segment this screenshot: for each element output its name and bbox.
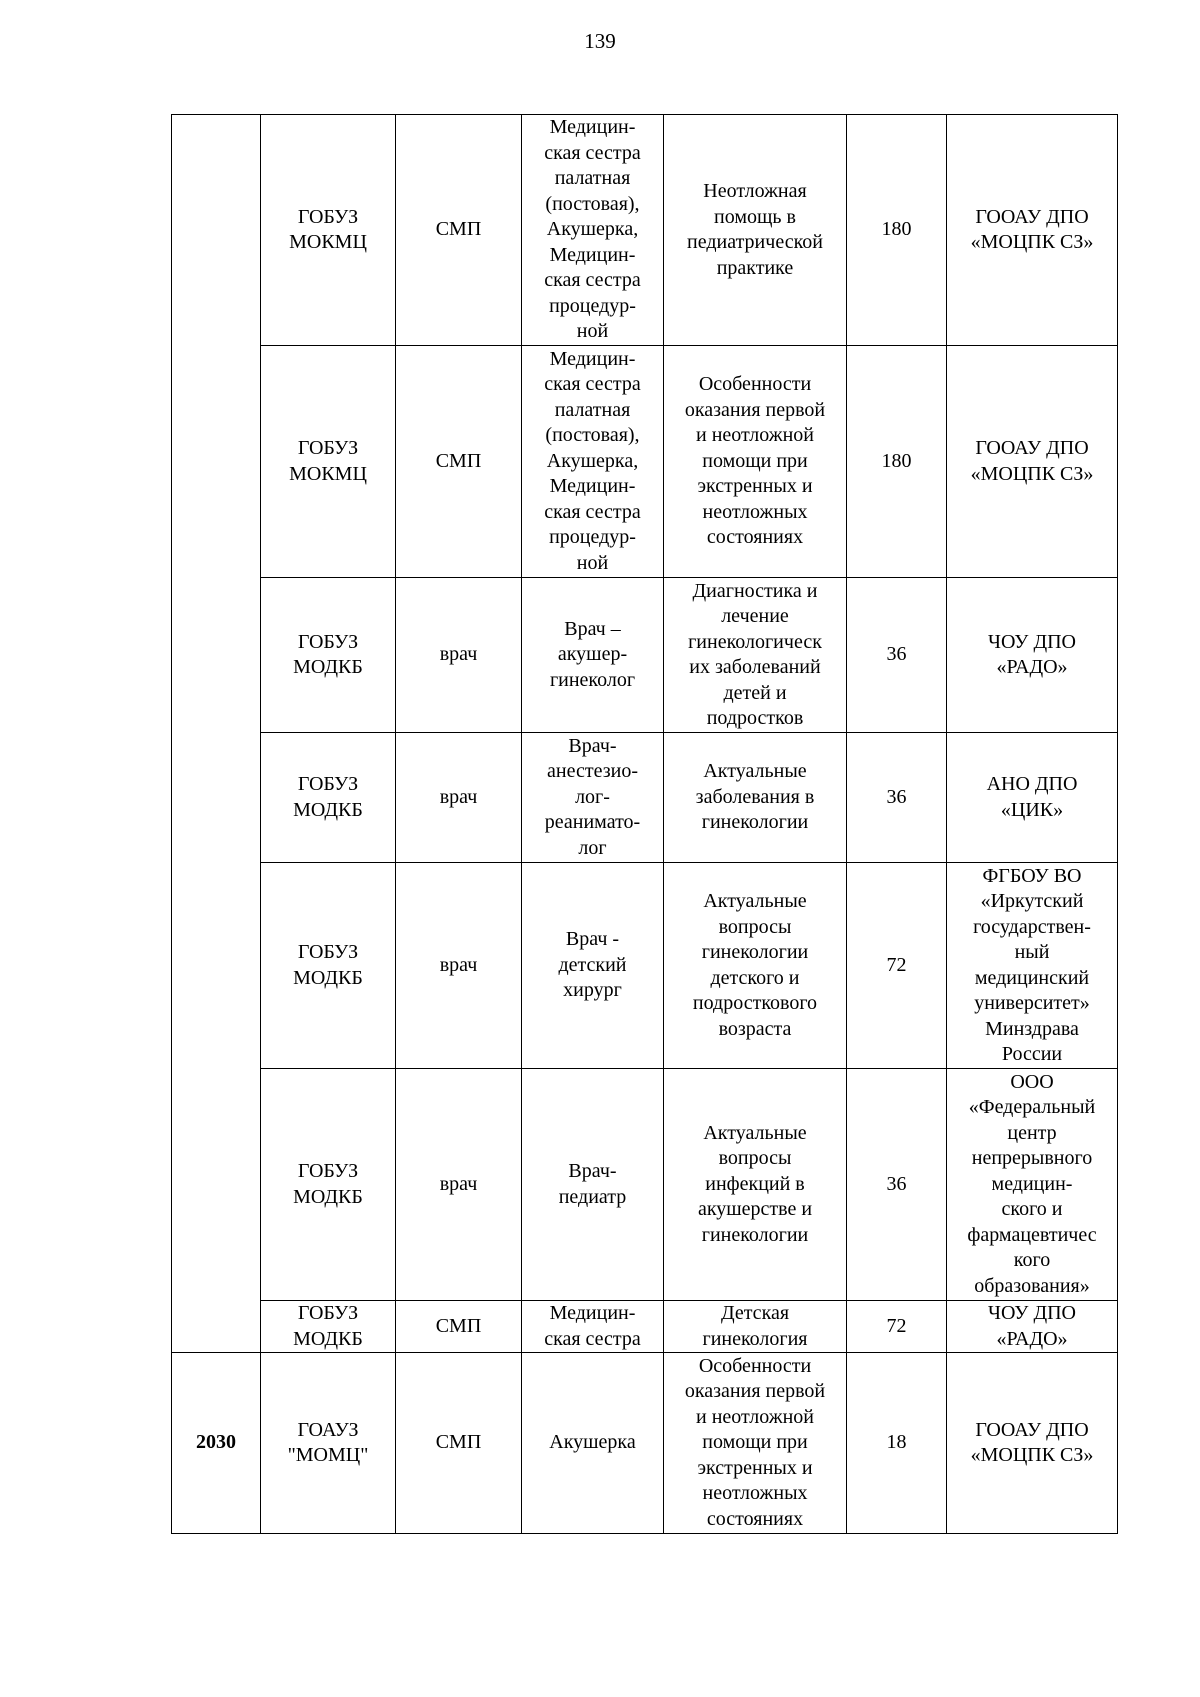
- program-cell: Актуальные вопросы гинекологии детского и подросткового возраста: [664, 863, 847, 1069]
- table-row: [172, 578, 1118, 733]
- program-cell: Актуальные заболевания в гинекологии: [664, 733, 847, 863]
- provider-cell: ООО «Федеральный центр непрерывного медицин- ского и фармацевтичес кого образования»: [947, 1069, 1118, 1301]
- training-plan-table: [171, 114, 1118, 1534]
- organization-cell: ГОБУЗ МОДКБ: [261, 863, 396, 1069]
- table-row: [172, 863, 1118, 1069]
- category-cell: СМП: [396, 1353, 522, 1534]
- position-cell: Акушерка: [522, 1353, 664, 1534]
- hours-cell: 36: [847, 733, 947, 863]
- category-cell: СМП: [396, 346, 522, 578]
- hours-cell: 72: [847, 863, 947, 1069]
- position-cell: Врач- анестезио- лог- реанимато- лог: [522, 733, 664, 863]
- hours-cell: 36: [847, 578, 947, 733]
- page-number: 139: [584, 29, 616, 53]
- provider-cell: ЧОУ ДПО «РАДО»: [947, 1301, 1118, 1353]
- position-cell: Медицин- ская сестра: [522, 1301, 664, 1353]
- program-cell: Актуальные вопросы инфекций в акушерстве и гинекологии: [664, 1069, 847, 1301]
- program-cell: Особенности оказания первой и неотложной помощи при экстренных и неотложных состояниях: [664, 346, 847, 578]
- program-cell: Детская гинекология: [664, 1301, 847, 1353]
- position-cell: Медицин- ская сестра палатная (постовая), Акушерка, Медицин- ская сестра процедур- ной: [522, 115, 664, 346]
- position-cell: Врач- педиатр: [522, 1069, 664, 1301]
- category-cell: врач: [396, 863, 522, 1069]
- hours-cell: 72: [847, 1301, 947, 1353]
- category-cell: врач: [396, 1069, 522, 1301]
- organization-cell: ГОБУЗ МОКМЦ: [261, 115, 396, 346]
- year-cell: 2030: [172, 1353, 261, 1534]
- organization-cell: ГОБУЗ МОДКБ: [261, 733, 396, 863]
- organization-cell: ГОБУЗ МОДКБ: [261, 1069, 396, 1301]
- provider-cell: ФГБОУ ВО «Иркутский государствен- ный медицинский университет» Минздрава России: [947, 863, 1118, 1069]
- table-row: [172, 1353, 1118, 1534]
- position-cell: Медицин- ская сестра палатная (постовая), Акушерка, Медицин- ская сестра процедур- ной: [522, 346, 664, 578]
- table-row: [172, 1301, 1118, 1353]
- program-cell: Особенности оказания первой и неотложной помощи при экстренных и неотложных состояниях: [664, 1353, 847, 1534]
- year-cell-empty: [172, 115, 261, 1353]
- table-row: [172, 346, 1118, 578]
- hours-cell: 36: [847, 1069, 947, 1301]
- table-row: [172, 115, 1118, 346]
- program-cell: Неотложная помощь в педиатрической практике: [664, 115, 847, 346]
- table-row: [172, 1069, 1118, 1301]
- table-row: [172, 733, 1118, 863]
- provider-cell: ГООАУ ДПО «МОЦПК СЗ»: [947, 346, 1118, 578]
- category-cell: врач: [396, 733, 522, 863]
- provider-cell: АНО ДПО «ЦИК»: [947, 733, 1118, 863]
- position-cell: Врач – акушер- гинеколог: [522, 578, 664, 733]
- position-cell: Врач - детский хирург: [522, 863, 664, 1069]
- organization-cell: ГОБУЗ МОДКБ: [261, 1301, 396, 1353]
- provider-cell: ЧОУ ДПО «РАДО»: [947, 578, 1118, 733]
- organization-cell: ГОБУЗ МОКМЦ: [261, 346, 396, 578]
- category-cell: СМП: [396, 1301, 522, 1353]
- provider-cell: ГООАУ ДПО «МОЦПК СЗ»: [947, 115, 1118, 346]
- provider-cell: ГООАУ ДПО «МОЦПК СЗ»: [947, 1353, 1118, 1534]
- hours-cell: 18: [847, 1353, 947, 1534]
- hours-cell: 180: [847, 346, 947, 578]
- category-cell: СМП: [396, 115, 522, 346]
- hours-cell: 180: [847, 115, 947, 346]
- program-cell: Диагностика и лечение гинекологическ их заболеваний детей и подростков: [664, 578, 847, 733]
- category-cell: врач: [396, 578, 522, 733]
- organization-cell: ГОАУЗ "МОМЦ": [261, 1353, 396, 1534]
- organization-cell: ГОБУЗ МОДКБ: [261, 578, 396, 733]
